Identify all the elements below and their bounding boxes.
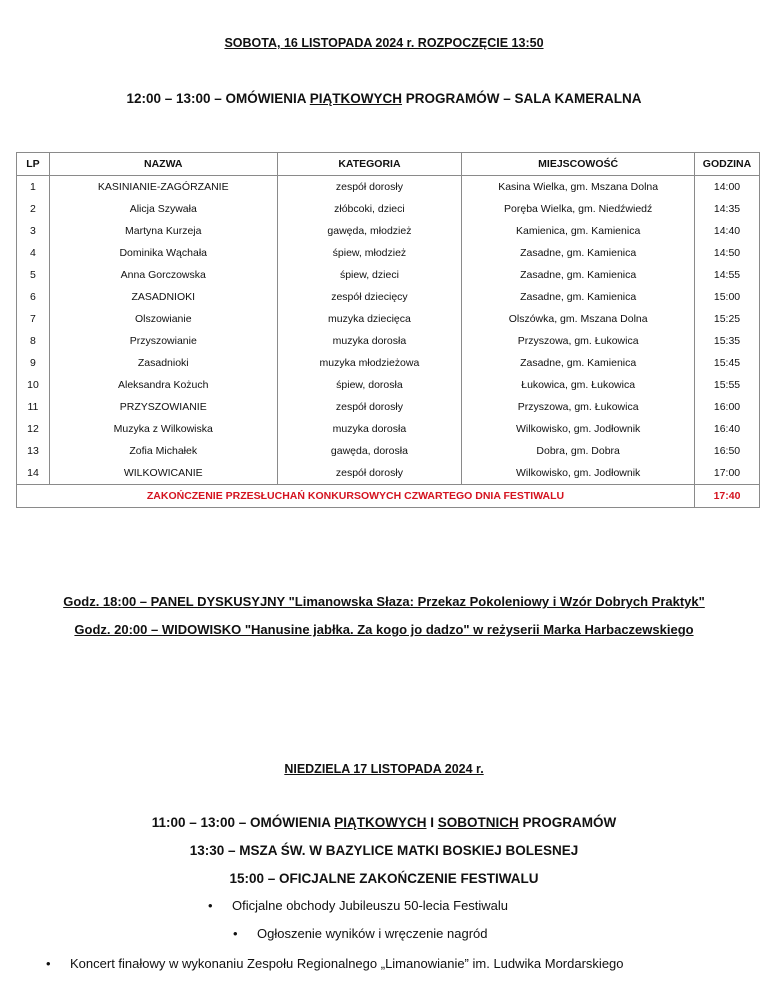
cell-nazwa: Muzyka z Wilkowiska <box>49 418 277 440</box>
footer-time: 17:40 <box>695 485 760 508</box>
bullet-dot-icon: • <box>208 898 213 913</box>
cell-nazwa: Alicja Szywała <box>49 198 277 220</box>
cell-godzina: 16:00 <box>695 396 760 418</box>
cell-lp: 14 <box>17 462 50 485</box>
header-kategoria: KATEGORIA <box>277 153 462 176</box>
table-row <box>17 352 760 374</box>
cell-kategoria: zespół dorosły <box>277 176 462 199</box>
table-row <box>17 374 760 396</box>
cell-lp: 2 <box>17 198 50 220</box>
table-row <box>17 220 760 242</box>
table-row <box>17 440 760 462</box>
cell-kategoria: muzyka dorosła <box>277 418 462 440</box>
bullet-dot-icon: • <box>233 926 238 941</box>
cell-godzina: 14:55 <box>695 264 760 286</box>
cell-nazwa: Aleksandra Kożuch <box>49 374 277 396</box>
table-row <box>17 308 760 330</box>
cell-miejscowosc: Wilkowisko, gm. Jodłownik <box>462 418 695 440</box>
bullet-item <box>233 926 488 941</box>
cell-nazwa: KASINIANIE-ZAGÓRZANIE <box>49 176 277 199</box>
review-text-pre: 12:00 – 13:00 – OMÓWIENIA <box>126 91 310 106</box>
table-row <box>17 396 760 418</box>
cell-lp: 11 <box>17 396 50 418</box>
cell-miejscowosc: Zasadne, gm. Kamienica <box>462 286 695 308</box>
cell-godzina: 16:40 <box>695 418 760 440</box>
cell-nazwa: Olszowianie <box>49 308 277 330</box>
table-row <box>17 418 760 440</box>
sunday-review-post: PROGRAMÓW <box>518 815 617 830</box>
table-row <box>17 198 760 220</box>
cell-lp: 4 <box>17 242 50 264</box>
cell-godzina: 14:40 <box>695 220 760 242</box>
schedule-table <box>16 152 760 508</box>
cell-godzina: 15:00 <box>695 286 760 308</box>
table-row <box>17 462 760 485</box>
cell-godzina: 16:50 <box>695 440 760 462</box>
cell-miejscowosc: Olszówka, gm. Mszana Dolna <box>462 308 695 330</box>
cell-kategoria: zespół dziecięcy <box>277 286 462 308</box>
cell-miejscowosc: Łukowica, gm. Łukowica <box>462 374 695 396</box>
sunday-review-u1: PIĄTKOWYCH <box>334 815 427 830</box>
cell-nazwa: Anna Gorczowska <box>49 264 277 286</box>
footer-label: ZAKOŃCZENIE PRZESŁUCHAŃ KONKURSOWYCH CZWARTEGO DNIA FESTIWALU <box>17 485 695 508</box>
bullet-item <box>208 898 508 913</box>
cell-godzina: 14:00 <box>695 176 760 199</box>
cell-lp: 7 <box>17 308 50 330</box>
sunday-review-u2: SOBOTNICH <box>437 815 519 830</box>
cell-miejscowosc: Zasadne, gm. Kamienica <box>462 242 695 264</box>
cell-kategoria: muzyka dorosła <box>277 330 462 352</box>
cell-miejscowosc: Dobra, gm. Dobra <box>462 440 695 462</box>
event-panel: Godz. 18:00 – PANEL DYSKUSYJNY "Limanowska Słaza: Przekaz Pokoleniowy i Wzór Dobrych Praktyk" <box>63 594 705 609</box>
cell-nazwa: Martyna Kurzeja <box>49 220 277 242</box>
cell-kategoria: śpiew, dzieci <box>277 264 462 286</box>
header-nazwa: NAZWA <box>49 153 277 176</box>
cell-lp: 3 <box>17 220 50 242</box>
cell-kategoria: śpiew, młodzież <box>277 242 462 264</box>
cell-godzina: 15:35 <box>695 330 760 352</box>
cell-nazwa: WILKOWICANIE <box>49 462 277 485</box>
cell-kategoria: muzyka dziecięca <box>277 308 462 330</box>
header-godzina: GODZINA <box>695 153 760 176</box>
cell-kategoria: gawęda, dorosła <box>277 440 462 462</box>
cell-kategoria: muzyka młodzieżowa <box>277 352 462 374</box>
cell-miejscowosc: Wilkowisko, gm. Jodłownik <box>462 462 695 485</box>
review-text-post: PROGRAMÓW – SALA KAMERALNA <box>402 91 642 106</box>
cell-lp: 13 <box>17 440 50 462</box>
cell-kategoria: złóbcoki, dzieci <box>277 198 462 220</box>
bullet-item <box>46 956 624 971</box>
table-row <box>17 286 760 308</box>
cell-nazwa: PRZYSZOWIANIE <box>49 396 277 418</box>
table-row <box>17 264 760 286</box>
cell-lp: 10 <box>17 374 50 396</box>
review-text-underlined: PIĄTKOWYCH <box>309 91 403 106</box>
table-row <box>17 330 760 352</box>
cell-miejscowosc: Zasadne, gm. Kamienica <box>462 352 695 374</box>
cell-lp: 5 <box>17 264 50 286</box>
sunday-closing: 15:00 – OFICJALNE ZAKOŃCZENIE FESTIWALU <box>229 871 539 886</box>
cell-lp: 6 <box>17 286 50 308</box>
cell-nazwa: Zofia Michałek <box>49 440 277 462</box>
bullet-text: Oficjalne obchody Jubileuszu 50-lecia Festiwalu <box>232 898 509 913</box>
cell-nazwa: Zasadnioki <box>49 352 277 374</box>
cell-miejscowosc: Kamienica, gm. Kamienica <box>462 220 695 242</box>
cell-godzina: 14:35 <box>695 198 760 220</box>
cell-miejscowosc: Poręba Wielka, gm. Niedźwiedź <box>462 198 695 220</box>
cell-godzina: 15:55 <box>695 374 760 396</box>
table-row <box>17 176 760 199</box>
cell-nazwa: ZASADNIOKI <box>49 286 277 308</box>
cell-kategoria: śpiew, dorosła <box>277 374 462 396</box>
event-show: Godz. 20:00 – WIDOWISKO "Hanusine jabłka. Za kogo jo dadzo" w reżyserii Marka Harbaczewskiego <box>74 622 694 637</box>
bullet-text: Ogłoszenie wyników i wręczenie nagród <box>257 926 488 941</box>
cell-godzina: 15:45 <box>695 352 760 374</box>
sunday-review-line <box>0 815 768 830</box>
cell-miejscowosc: Zasadne, gm. Kamienica <box>462 264 695 286</box>
cell-miejscowosc: Przyszowa, gm. Łukowica <box>462 330 695 352</box>
cell-miejscowosc: Przyszowa, gm. Łukowica <box>462 396 695 418</box>
saturday-review-line <box>0 91 768 106</box>
cell-miejscowosc: Kasina Wielka, gm. Mszana Dolna <box>462 176 695 199</box>
cell-lp: 1 <box>17 176 50 199</box>
sunday-mass: 13:30 – MSZA ŚW. W BAZYLICE MATKI BOSKIEJ BOLESNEJ <box>189 843 579 858</box>
cell-godzina: 14:50 <box>695 242 760 264</box>
header-miejscowosc: MIEJSCOWOŚĆ <box>462 153 695 176</box>
cell-kategoria: zespół dorosły <box>277 396 462 418</box>
cell-lp: 9 <box>17 352 50 374</box>
cell-nazwa: Przyszowianie <box>49 330 277 352</box>
header-lp: LP <box>17 153 50 176</box>
table-header-row <box>17 153 760 176</box>
cell-lp: 8 <box>17 330 50 352</box>
bullet-dot-icon: • <box>46 956 51 971</box>
cell-nazwa: Dominika Wąchała <box>49 242 277 264</box>
cell-godzina: 17:00 <box>695 462 760 485</box>
table-footer-row <box>17 485 760 508</box>
sunday-review-mid: I <box>426 815 438 830</box>
cell-lp: 12 <box>17 418 50 440</box>
sunday-review-pre: 11:00 – 13:00 – OMÓWIENIA <box>151 815 335 830</box>
saturday-heading: SOBOTA, 16 LISTOPADA 2024 r. ROZPOCZĘCIE 13:50 <box>224 36 544 50</box>
cell-godzina: 15:25 <box>695 308 760 330</box>
sunday-heading: NIEDZIELA 17 LISTOPADA 2024 r. <box>284 762 484 776</box>
table-row <box>17 242 760 264</box>
cell-kategoria: gawęda, młodzież <box>277 220 462 242</box>
cell-kategoria: zespół dorosły <box>277 462 462 485</box>
bullet-text: Koncert finałowy w wykonaniu Zespołu Regionalnego „Limanowianie” im. Ludwika Mordarskiego <box>70 956 624 971</box>
